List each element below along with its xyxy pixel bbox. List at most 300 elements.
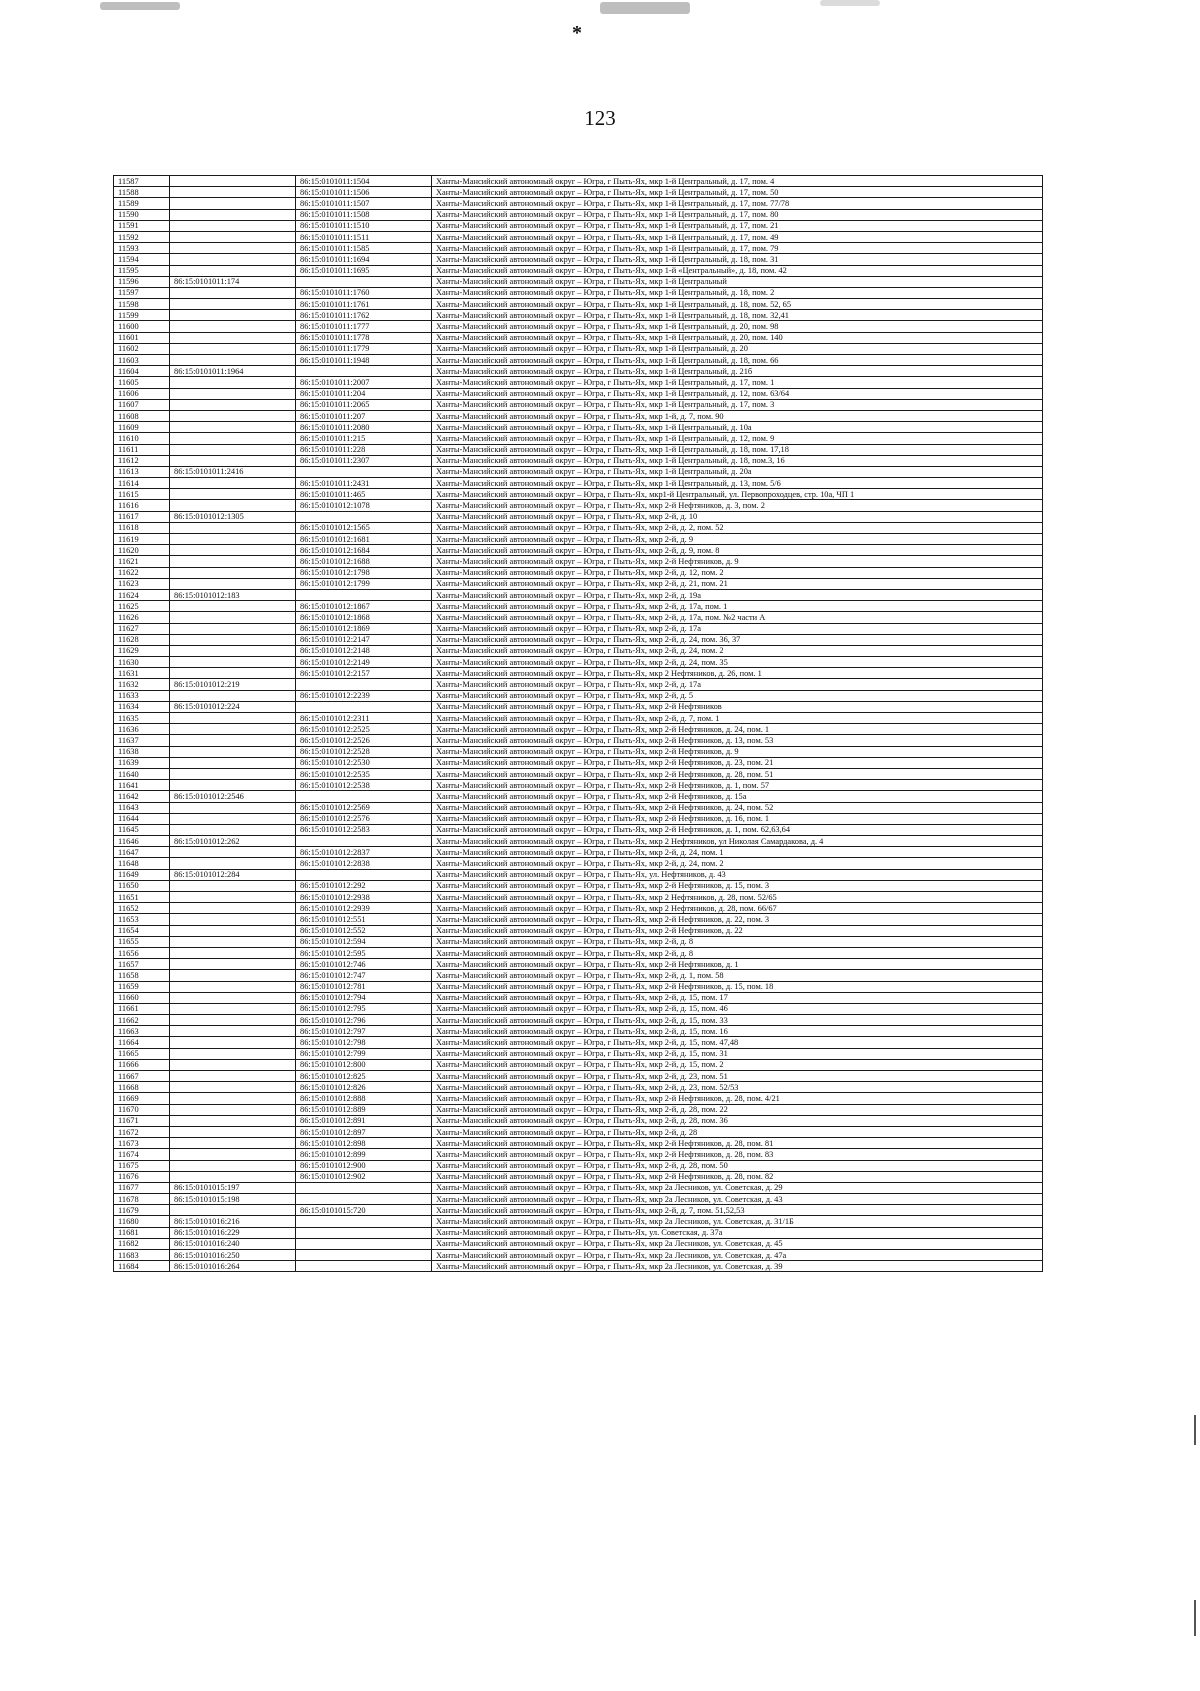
address-cell: Ханты-Мансийский автономный округ – Югра, г Пыть-Ях, мкр 1-й Центральный, д. 20 [432,343,1043,354]
table-row [114,1238,1043,1249]
address-cell: Ханты-Мансийский автономный округ – Югра, г Пыть-Ях, мкр 1-й Центральный, д. 17, пом. 4 [432,176,1043,187]
row-number-cell: 11653 [114,914,170,925]
address-cell: Ханты-Мансийский автономный округ – Югра, г Пыть-Ях, мкр 2 Нефтяников, д. 28, пом. 52/65 [432,892,1043,903]
cadastral-number-cell [170,936,296,947]
row-number-cell: 11654 [114,925,170,936]
object-cadastral-number-cell: 86:15:0101012:2525 [296,724,432,735]
object-cadastral-number-cell: 86:15:0101012:898 [296,1138,432,1149]
address-cell: Ханты-Мансийский автономный округ – Югра, г Пыть-Ях, мкр 1-й Центральный, д. 18, пом. 66 [432,355,1043,366]
cadastral-number-cell [170,914,296,925]
object-cadastral-number-cell [296,366,432,377]
row-number-cell: 11623 [114,578,170,589]
table-row [114,444,1043,455]
row-number-cell: 11616 [114,500,170,511]
table-row [114,410,1043,421]
cadastral-number-cell [170,947,296,958]
row-number-cell: 11672 [114,1126,170,1137]
cadastral-number-cell [170,332,296,343]
row-number-cell: 11656 [114,947,170,958]
table-row [114,1216,1043,1227]
object-cadastral-number-cell: 86:15:0101012:595 [296,947,432,958]
cadastral-number-cell [170,254,296,265]
object-cadastral-number-cell: 86:15:0101012:594 [296,936,432,947]
cadastral-number-cell [170,668,296,679]
row-number-cell: 11612 [114,455,170,466]
cadastral-number-cell [170,265,296,276]
object-cadastral-number-cell: 86:15:0101011:2307 [296,455,432,466]
address-cell: Ханты-Мансийский автономный округ – Югра, г Пыть-Ях, мкр 2-й Нефтяников, д. 22 [432,925,1043,936]
table-row [114,1059,1043,1070]
row-number-cell: 11645 [114,824,170,835]
row-number-cell: 11619 [114,534,170,545]
table-row [114,992,1043,1003]
address-cell: Ханты-Мансийский автономный округ – Югра, г Пыть-Ях, мкр 2-й, д. 24, пом. 2 [432,645,1043,656]
cadastral-number-cell [170,500,296,511]
cadastral-number-cell [170,355,296,366]
table-row [114,265,1043,276]
cadastral-number-cell [170,310,296,321]
row-number-cell: 11644 [114,813,170,824]
cadastral-number-cell: 86:15:0101011:174 [170,276,296,287]
row-number-cell: 11629 [114,645,170,656]
row-number-cell: 11638 [114,746,170,757]
address-cell: Ханты-Мансийский автономный округ – Югра, г Пыть-Ях, мкр 2-й Нефтяников, д. 1, пом. 62,63,64 [432,824,1043,835]
address-cell: Ханты-Мансийский автономный округ – Югра, г Пыть-Ях, мкр 1-й Центральный, д. 10а [432,422,1043,433]
row-number-cell: 11618 [114,522,170,533]
table-row [114,489,1043,500]
cadastral-number-cell [170,1093,296,1104]
object-cadastral-number-cell: 86:15:0101012:2569 [296,802,432,813]
object-cadastral-number-cell [296,679,432,690]
address-cell: Ханты-Мансийский автономный округ – Югра, г Пыть-Ях, мкр 2-й Нефтяников, д. 28, пом. 82 [432,1171,1043,1182]
row-number-cell: 11624 [114,589,170,600]
row-number-cell: 11679 [114,1205,170,1216]
address-cell: Ханты-Мансийский автономный округ – Югра, г Пыть-Ях, мкр 2-й, д. 24, пом. 36, 37 [432,634,1043,645]
object-cadastral-number-cell: 86:15:0101011:1762 [296,310,432,321]
object-cadastral-number-cell: 86:15:0101012:800 [296,1059,432,1070]
object-cadastral-number-cell [296,1182,432,1193]
address-cell: Ханты-Мансийский автономный округ – Югра, г Пыть-Ях, мкр 2-й Нефтяников [432,701,1043,712]
object-cadastral-number-cell: 86:15:0101012:825 [296,1071,432,1082]
cadastral-number-cell: 86:15:0101012:1305 [170,511,296,522]
object-cadastral-number-cell: 86:15:0101012:1799 [296,578,432,589]
cadastral-number-cell: 86:15:0101015:197 [170,1182,296,1193]
address-cell: Ханты-Мансийский автономный округ – Югра, г Пыть-Ях, мкр 1-й Центральный, д. 18, пом. 31 [432,254,1043,265]
cadastral-number-cell [170,1138,296,1149]
object-cadastral-number-cell: 86:15:0101012:1684 [296,545,432,556]
address-cell: Ханты-Мансийский автономный округ – Югра, г Пыть-Ях, мкр 2-й, д. 24, пом. 1 [432,847,1043,858]
table-row [114,970,1043,981]
address-cell: Ханты-Мансийский автономный округ – Югра, г Пыть-Ях, мкр 1-й Центральный, д. 20, пом. 140 [432,332,1043,343]
row-number-cell: 11640 [114,768,170,779]
cadastral-number-cell [170,321,296,332]
table-row [114,332,1043,343]
address-cell: Ханты-Мансийский автономный округ – Югра, г Пыть-Ях, мкр 2-й, д. 7, пом. 1 [432,713,1043,724]
row-number-cell: 11627 [114,623,170,634]
cadastral-number-cell [170,1115,296,1126]
cadastral-number-cell: 86:15:0101016:216 [170,1216,296,1227]
table-row [114,243,1043,254]
address-cell: Ханты-Мансийский автономный округ – Югра, г Пыть-Ях, мкр 1-й Центральный, д. 17, пом. 49 [432,231,1043,242]
object-cadastral-number-cell: 86:15:0101012:2530 [296,757,432,768]
row-number-cell: 11681 [114,1227,170,1238]
object-cadastral-number-cell: 86:15:0101011:207 [296,410,432,421]
cadastral-number-cell [170,1126,296,1137]
row-number-cell: 11590 [114,209,170,220]
cadastral-number-cell [170,198,296,209]
object-cadastral-number-cell: 86:15:0101011:2080 [296,422,432,433]
address-cell: Ханты-Мансийский автономный округ – Югра, г Пыть-Ях, мкр 1-й Центральный, д. 20, пом. 98 [432,321,1043,332]
row-number-cell: 11642 [114,791,170,802]
object-cadastral-number-cell: 86:15:0101011:1779 [296,343,432,354]
row-number-cell: 11675 [114,1160,170,1171]
object-cadastral-number-cell: 86:15:0101012:2528 [296,746,432,757]
cadastral-number-cell: 86:15:0101016:250 [170,1250,296,1261]
table-row [114,310,1043,321]
address-cell: Ханты-Мансийский автономный округ – Югра, г Пыть-Ях, мкр 2-й, д. 2, пом. 52 [432,522,1043,533]
table-row [114,1149,1043,1160]
table-row [114,399,1043,410]
address-cell: Ханты-Мансийский автономный округ – Югра, г Пыть-Ях, мкр 1-й Центральный, д. 13, пом. 5/6 [432,478,1043,489]
object-cadastral-number-cell: 86:15:0101012:899 [296,1149,432,1160]
table-row [114,836,1043,847]
table-row [114,981,1043,992]
address-cell: Ханты-Мансийский автономный округ – Югра, г Пыть-Ях, мкр 2-й Нефтяников, д. 1 [432,959,1043,970]
cadastral-number-cell [170,545,296,556]
row-number-cell: 11639 [114,757,170,768]
row-number-cell: 11631 [114,668,170,679]
cadastral-number-cell [170,768,296,779]
object-cadastral-number-cell: 86:15:0101012:1869 [296,623,432,634]
table-row [114,645,1043,656]
cadastral-number-cell [170,444,296,455]
address-cell: Ханты-Мансийский автономный округ – Югра, г Пыть-Ях, мкр 2-й, д. 9, пом. 8 [432,545,1043,556]
table-row [114,791,1043,802]
row-number-cell: 11670 [114,1104,170,1115]
address-cell: Ханты-Мансийский автономный округ – Югра, г Пыть-Ях, мкр 2-й Нефтяников, д. 23, пом. 21 [432,757,1043,768]
address-cell: Ханты-Мансийский автономный округ – Югра, г Пыть-Ях, мкр 2-й, д. 28, пом. 50 [432,1160,1043,1171]
table-row [114,858,1043,869]
object-cadastral-number-cell: 86:15:0101012:1867 [296,601,432,612]
object-cadastral-number-cell: 86:15:0101012:1565 [296,522,432,533]
address-cell: Ханты-Мансийский автономный округ – Югра, г Пыть-Ях, мкр 2-й, д. 17а, пом. №2 части А [432,612,1043,623]
cadastral-number-cell [170,399,296,410]
table-row [114,869,1043,880]
object-cadastral-number-cell [296,869,432,880]
address-cell: Ханты-Мансийский автономный округ – Югра, г Пыть-Ях, мкр1-й Центральный, ул. Первопроходцев, стр. 10а, ЧП 1 [432,489,1043,500]
cadastral-number-cell [170,410,296,421]
row-number-cell: 11643 [114,802,170,813]
cadastral-number-cell [170,422,296,433]
object-cadastral-number-cell: 86:15:0101012:2149 [296,657,432,668]
cadastral-number-cell [170,377,296,388]
cadastral-number-cell [170,634,296,645]
row-number-cell: 11588 [114,187,170,198]
row-number-cell: 11678 [114,1194,170,1205]
table-row [114,1182,1043,1193]
address-cell: Ханты-Мансийский автономный округ – Югра, г Пыть-Ях, мкр 2-й, д. 15, пом. 33 [432,1015,1043,1026]
table-row [114,847,1043,858]
object-cadastral-number-cell [296,791,432,802]
address-cell: Ханты-Мансийский автономный округ – Югра, г Пыть-Ях, мкр 1-й Центральный, д. 17, пом. 80 [432,209,1043,220]
object-cadastral-number-cell: 86:15:0101012:1078 [296,500,432,511]
row-number-cell: 11634 [114,701,170,712]
object-cadastral-number-cell: 86:15:0101012:2148 [296,645,432,656]
address-cell: Ханты-Мансийский автономный округ – Югра, г Пыть-Ях, мкр 2 Нефтяников, д. 26, пом. 1 [432,668,1043,679]
table-row [114,511,1043,522]
row-number-cell: 11655 [114,936,170,947]
cadastral-number-cell [170,1071,296,1082]
table-row [114,1071,1043,1082]
scan-edge-mark [1194,1415,1196,1445]
row-number-cell: 11647 [114,847,170,858]
cadastral-number-cell [170,522,296,533]
table-row [114,690,1043,701]
object-cadastral-number-cell: 86:15:0101011:2007 [296,377,432,388]
cadastral-number-cell [170,813,296,824]
row-number-cell: 11610 [114,433,170,444]
row-number-cell: 11600 [114,321,170,332]
table-row [114,377,1043,388]
address-cell: Ханты-Мансийский автономный округ – Югра, г Пыть-Ях, мкр 2-й, д. 28 [432,1126,1043,1137]
cadastral-number-cell [170,925,296,936]
table-row [114,914,1043,925]
table-row [114,1261,1043,1272]
table-row [114,925,1043,936]
address-cell: Ханты-Мансийский автономный округ – Югра, г Пыть-Ях, мкр 2-й, д. 8 [432,936,1043,947]
address-cell: Ханты-Мансийский автономный округ – Югра, г Пыть-Ях, мкр 1-й Центральный, д. 18, пом. 2 [432,287,1043,298]
table-row [114,455,1043,466]
object-cadastral-number-cell: 86:15:0101012:797 [296,1026,432,1037]
scan-artifact-left [100,2,180,10]
table-row [114,209,1043,220]
cadastral-number-cell [170,556,296,567]
row-number-cell: 11633 [114,690,170,701]
row-number-cell: 11648 [114,858,170,869]
address-cell: Ханты-Мансийский автономный округ – Югра, г Пыть-Ях, мкр 2-й Нефтяников, д. 9 [432,556,1043,567]
cadastral-number-cell [170,343,296,354]
address-cell: Ханты-Мансийский автономный округ – Югра, г Пыть-Ях, мкр 2а Лесников, ул. Советская, д. 43 [432,1194,1043,1205]
object-cadastral-number-cell: 86:15:0101012:795 [296,1003,432,1014]
cadastral-number-cell [170,903,296,914]
object-cadastral-number-cell: 86:15:0101011:2431 [296,478,432,489]
table-row [114,254,1043,265]
row-number-cell: 11657 [114,959,170,970]
object-cadastral-number-cell: 86:15:0101011:2065 [296,399,432,410]
object-cadastral-number-cell: 86:15:0101011:1778 [296,332,432,343]
address-cell: Ханты-Мансийский автономный округ – Югра, г Пыть-Ях, мкр 1-й Центральный, д. 17, пом. 21 [432,220,1043,231]
table-row [114,1205,1043,1216]
object-cadastral-number-cell: 86:15:0101011:1948 [296,355,432,366]
object-cadastral-number-cell [296,1250,432,1261]
address-cell: Ханты-Мансийский автономный округ – Югра, г Пыть-Ях, мкр 2-й Нефтяников, д. 22, пом. 3 [432,914,1043,925]
address-cell: Ханты-Мансийский автономный округ – Югра, г Пыть-Ях, мкр 1-й Центральный, д. 20а [432,466,1043,477]
address-cell: Ханты-Мансийский автономный округ – Югра, г Пыть-Ях, мкр 1-й Центральный, д. 12, пом. 9 [432,433,1043,444]
object-cadastral-number-cell [296,276,432,287]
row-number-cell: 11665 [114,1048,170,1059]
row-number-cell: 11683 [114,1250,170,1261]
address-cell: Ханты-Мансийский автономный округ – Югра, г Пыть-Ях, мкр 2-й, д. 8 [432,947,1043,958]
address-cell: Ханты-Мансийский автономный округ – Югра, г Пыть-Ях, мкр 2-й Нефтяников, д. 15, пом. 18 [432,981,1043,992]
object-cadastral-number-cell: 86:15:0101012:897 [296,1126,432,1137]
table-row [114,522,1043,533]
scan-edge-mark [1194,1600,1196,1636]
address-cell: Ханты-Мансийский автономный округ – Югра, г Пыть-Ях, мкр 1-й Центральный, д. 18, пом. 52, 65 [432,299,1043,310]
address-cell: Ханты-Мансийский автономный округ – Югра, г Пыть-Ях, мкр 1-й Центральный, д. 21б [432,366,1043,377]
cadastral-number-cell [170,388,296,399]
table-row [114,1160,1043,1171]
row-number-cell: 11682 [114,1238,170,1249]
object-cadastral-number-cell: 86:15:0101011:1510 [296,220,432,231]
object-cadastral-number-cell: 86:15:0101012:794 [296,992,432,1003]
cadastral-number-cell [170,1171,296,1182]
row-number-cell: 11607 [114,399,170,410]
address-cell: Ханты-Мансийский автономный округ – Югра, г Пыть-Ях, ул. Нефтяников, д. 43 [432,869,1043,880]
cadastral-number-cell [170,847,296,858]
table-row [114,556,1043,567]
row-number-cell: 11622 [114,567,170,578]
address-cell: Ханты-Мансийский автономный округ – Югра, г Пыть-Ях, мкр 2-й, д. 12, пом. 2 [432,567,1043,578]
row-number-cell: 11605 [114,377,170,388]
row-number-cell: 11594 [114,254,170,265]
address-cell: Ханты-Мансийский автономный округ – Югра, г Пыть-Ях, мкр 2а Лесников, ул. Советская, д. 45 [432,1238,1043,1249]
address-cell: Ханты-Мансийский автономный округ – Югра, г Пыть-Ях, мкр 2-й, д. 15, пом. 16 [432,1026,1043,1037]
table-row [114,768,1043,779]
address-cell: Ханты-Мансийский автономный округ – Югра, г Пыть-Ях, мкр 2-й, д. 23, пом. 51 [432,1071,1043,1082]
object-cadastral-number-cell: 86:15:0101012:2157 [296,668,432,679]
address-cell: Ханты-Мансийский автономный округ – Югра, г Пыть-Ях, мкр 2-й Нефтяников, д. 24, пом. 1 [432,724,1043,735]
row-number-cell: 11604 [114,366,170,377]
table-row [114,1171,1043,1182]
cadastral-number-cell [170,1104,296,1115]
object-cadastral-number-cell: 86:15:0101012:2239 [296,690,432,701]
row-number-cell: 11613 [114,466,170,477]
table-row [114,903,1043,914]
row-number-cell: 11673 [114,1138,170,1149]
row-number-cell: 11599 [114,310,170,321]
row-number-cell: 11606 [114,388,170,399]
cadastral-number-cell [170,567,296,578]
row-number-cell: 11663 [114,1026,170,1037]
object-cadastral-number-cell: 86:15:0101012:2526 [296,735,432,746]
cadastral-number-cell [170,601,296,612]
object-cadastral-number-cell: 86:15:0101012:902 [296,1171,432,1182]
row-number-cell: 11650 [114,880,170,891]
object-cadastral-number-cell: 86:15:0101012:2838 [296,858,432,869]
object-cadastral-number-cell: 86:15:0101012:2583 [296,824,432,835]
object-cadastral-number-cell [296,836,432,847]
address-cell: Ханты-Мансийский автономный округ – Югра, г Пыть-Ях, мкр 2а Лесников, ул. Советская, д. 31/1Б [432,1216,1043,1227]
object-cadastral-number-cell: 86:15:0101012:888 [296,1093,432,1104]
cadastral-number-cell [170,992,296,1003]
row-number-cell: 11601 [114,332,170,343]
address-cell: Ханты-Мансийский автономный округ – Югра, г Пыть-Ях, мкр 1-й Центральный, д. 17, пом. 1 [432,377,1043,388]
table-row [114,824,1043,835]
cadastral-number-cell [170,780,296,791]
address-cell: Ханты-Мансийский автономный округ – Югра, г Пыть-Ях, мкр 2-й, д. 15, пом. 31 [432,1048,1043,1059]
address-cell: Ханты-Мансийский автономный округ – Югра, г Пыть-Ях, мкр 1-й, д. 7, пом. 90 [432,410,1043,421]
table-row [114,936,1043,947]
table-row [114,388,1043,399]
object-cadastral-number-cell: 86:15:0101011:204 [296,388,432,399]
row-number-cell: 11621 [114,556,170,567]
address-cell: Ханты-Мансийский автономный округ – Югра, г Пыть-Ях, мкр 2-й Нефтяников, д. 13, пом. 53 [432,735,1043,746]
row-number-cell: 11597 [114,287,170,298]
table-row [114,231,1043,242]
object-cadastral-number-cell: 86:15:0101012:2837 [296,847,432,858]
object-cadastral-number-cell: 86:15:0101011:1585 [296,243,432,254]
cadastral-number-cell [170,578,296,589]
table-row [114,198,1043,209]
cadastral-number-cell [170,970,296,981]
cadastral-number-cell: 86:15:0101011:2416 [170,466,296,477]
address-cell: Ханты-Мансийский автономный округ – Югра, г Пыть-Ях, мкр 2-й Нефтяников, д. 16, пом. 1 [432,813,1043,824]
address-cell: Ханты-Мансийский автономный округ – Югра, г Пыть-Ях, мкр 2-й, д. 28, пом. 36 [432,1115,1043,1126]
object-cadastral-number-cell: 86:15:0101011:1511 [296,231,432,242]
row-number-cell: 11611 [114,444,170,455]
cadastral-number-cell: 86:15:0101012:262 [170,836,296,847]
row-number-cell: 11636 [114,724,170,735]
object-cadastral-number-cell: 86:15:0101011:1504 [296,176,432,187]
cadastral-number-cell [170,1205,296,1216]
table-row [114,1250,1043,1261]
row-number-cell: 11641 [114,780,170,791]
cadastral-number-cell: 86:15:0101012:183 [170,589,296,600]
table-row [114,813,1043,824]
table-row [114,433,1043,444]
table-row [114,578,1043,589]
table-row [114,1048,1043,1059]
table-row [114,355,1043,366]
object-cadastral-number-cell [296,466,432,477]
cadastral-number-cell [170,455,296,466]
object-cadastral-number-cell: 86:15:0101012:798 [296,1037,432,1048]
row-number-cell: 11646 [114,836,170,847]
address-cell: Ханты-Мансийский автономный округ – Югра, г Пыть-Ях, мкр 2-й Нефтяников, д. 24, пом. 52 [432,802,1043,813]
scan-artifact-center [600,2,690,14]
address-cell: Ханты-Мансийский автономный округ – Югра, г Пыть-Ях, мкр 2а Лесников, ул. Советская, д. 47а [432,1250,1043,1261]
table-row [114,713,1043,724]
table-row [114,1037,1043,1048]
object-cadastral-number-cell [296,1227,432,1238]
table-row [114,220,1043,231]
address-cell: Ханты-Мансийский автономный округ – Югра, г Пыть-Ях, мкр 2-й, д. 15, пом. 47,48 [432,1037,1043,1048]
address-cell: Ханты-Мансийский автономный округ – Югра, г Пыть-Ях, мкр 2-й Нефтяников, д. 28, пом. 83 [432,1149,1043,1160]
table-row [114,612,1043,623]
cadastral-number-cell [170,176,296,187]
object-cadastral-number-cell: 86:15:0101012:799 [296,1048,432,1059]
scan-artifact-right [820,0,880,6]
address-cell: Ханты-Мансийский автономный округ – Югра, г Пыть-Ях, мкр 2-й, д. 5 [432,690,1043,701]
object-cadastral-number-cell: 86:15:0101012:552 [296,925,432,936]
row-number-cell: 11615 [114,489,170,500]
object-cadastral-number-cell: 86:15:0101012:781 [296,981,432,992]
object-cadastral-number-cell: 86:15:0101015:720 [296,1205,432,1216]
cadastral-number-cell [170,1059,296,1070]
cadastral-number-cell [170,880,296,891]
object-cadastral-number-cell [296,511,432,522]
table-row [114,668,1043,679]
table-row [114,1015,1043,1026]
object-cadastral-number-cell: 86:15:0101012:1688 [296,556,432,567]
table-row [114,1003,1043,1014]
address-cell: Ханты-Мансийский автономный округ – Югра, г Пыть-Ях, мкр 2-й Нефтяников, д. 15а [432,791,1043,802]
object-cadastral-number-cell: 86:15:0101011:1761 [296,299,432,310]
row-number-cell: 11651 [114,892,170,903]
registry-table-body [114,176,1043,1272]
address-cell: Ханты-Мансийский автономный округ – Югра, г Пыть-Ях, мкр 1-й Центральный, д. 17, пом. 3 [432,399,1043,410]
object-cadastral-number-cell [296,701,432,712]
